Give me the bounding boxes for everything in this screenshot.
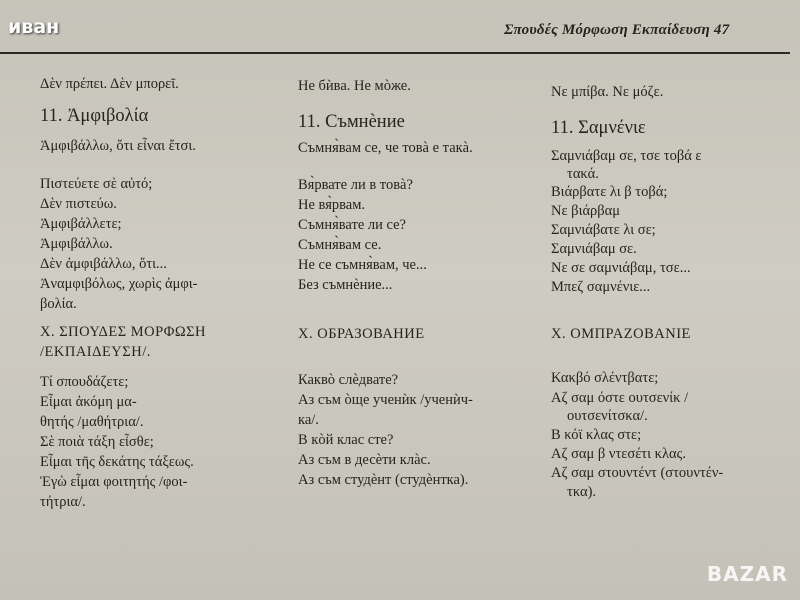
transcription-line: Σαμνιάβαμ σε, τσε τοβά ε: [551, 148, 702, 164]
transcription-line: Νε σε σαμνιάβαμ, τσε...: [551, 260, 691, 276]
username-overlay: иван: [8, 16, 60, 38]
bulgarian-line: В кòй клас сте?: [298, 432, 394, 448]
greek-line: Πιστεύετε σὲ αὐτό;: [40, 176, 153, 192]
greek-line: Σὲ ποιὰ τάξη εἶσθε;: [40, 434, 154, 450]
greek-line: Ἀναμφιβόλως, χωρὶς ἀμφι-: [40, 276, 198, 292]
greek-line: Ἀμφιβάλλετε;: [40, 216, 122, 232]
greek-line: θητής /μαθήτρια/.: [40, 414, 144, 430]
greek-line: Ἀμφιβάλλω, ὅτι εἶναι ἔτσι.: [40, 138, 196, 154]
greek-line: Τί σπουδάζετε;: [40, 374, 129, 390]
transcription-line: Β κόϊ κλας στε;: [551, 427, 642, 443]
bulgarian-section-x-heading: X. ОБРАЗОВАНИЕ: [298, 326, 425, 342]
transcription-line: Κακβό σλέντβατε;: [551, 370, 659, 386]
transcription-line: Βιάρβατε λι β τοβά;: [551, 184, 668, 200]
greek-line: τήτρια/.: [40, 494, 86, 510]
greek-line: Δὲν πρέπει. Δὲν μπορεῖ.: [40, 76, 179, 92]
transcription-line: Αζ σαμ β ντεσέτι κλας.: [551, 446, 686, 462]
transcription-section-11-heading: 11. Σαμνένιε: [551, 118, 646, 138]
transcription-line: Νε μπίβα. Νε μόζε.: [551, 84, 664, 100]
bulgarian-line: Вя̀рвате ли в товà?: [298, 177, 413, 193]
transcription-line: Νε βιάρβαμ: [551, 203, 621, 219]
transcription-line: τκα).: [567, 484, 597, 500]
bulgarian-section-11-heading: 11. Съмнѐние: [298, 112, 405, 132]
bulgarian-line: ка/.: [298, 412, 319, 428]
transcription-line: Αζ σαμ όστε ουτσενίκ /: [551, 390, 689, 406]
bulgarian-line: Аз съм студѐнт (студѐнтка).: [298, 472, 469, 488]
running-head: Σπουδές Μόρφωση Εκπαίδευση 47: [504, 22, 730, 38]
bazar-logo: BAZAR: [706, 562, 788, 586]
transcription-line: ουτσενίτσκα/.: [567, 408, 648, 424]
bulgarian-line: Без съмнѐние...: [298, 277, 393, 293]
header-rule: [0, 52, 790, 54]
bulgarian-line: Каквò слѐдвате?: [298, 372, 399, 388]
transcription-line: Αζ σαμ στουντέντ (στουντέν-: [551, 465, 724, 481]
transcription-line: Σαμνιάβαμ σε.: [551, 241, 637, 257]
bulgarian-line: Не бѝва. Не мòже.: [298, 78, 411, 94]
bulgarian-line: Съмня̀вам се, че товà е такà.: [298, 140, 473, 156]
greek-line: Ἐγὼ εἶμαι φοιτητής /φοι-: [40, 474, 188, 490]
greek-line: Ἀμφιβάλλω.: [40, 236, 113, 252]
bulgarian-line: Аз съм в десѐти клàс.: [298, 452, 431, 468]
greek-line: βολία.: [40, 296, 77, 312]
transcription-line: τακά.: [567, 166, 599, 182]
greek-section-11-heading: 11. Ἀμφιβολία: [40, 106, 149, 126]
greek-line: Δὲν ἀμφιβάλλω, ὅτι...: [40, 256, 167, 272]
bulgarian-line: Не се съмня̀вам, че...: [298, 257, 427, 273]
transcription-line: Σαμνιάβατε λι σε;: [551, 222, 656, 238]
greek-section-x-heading: X. ΣΠΟΥΔΕΣ ΜΟΡΦΩΣΗ: [40, 324, 207, 340]
greek-line: Εἶμαι ἀκόμη μα-: [40, 394, 137, 410]
transcription-section-x-heading: X. ΟΜΠΡΑΖΟΒΑΝΙΕ: [551, 326, 691, 342]
greek-line: Εἶμαι τῆς δεκάτης τάξεως.: [40, 454, 194, 470]
bulgarian-line: Не вя̀рвам.: [298, 197, 365, 213]
bulgarian-line: Съмня̀вате ли се?: [298, 217, 406, 233]
bulgarian-line: Аз съм òще ученѝк /ученѝч-: [298, 392, 473, 408]
greek-section-x-heading: /ΕΚΠΑΙΔΕΥΣΗ/.: [40, 344, 151, 360]
transcription-line: Μπεζ σαμνένιε...: [551, 279, 651, 295]
greek-line: Δὲν πιστεύω.: [40, 196, 117, 212]
bulgarian-line: Съмня̀вам се.: [298, 237, 382, 253]
